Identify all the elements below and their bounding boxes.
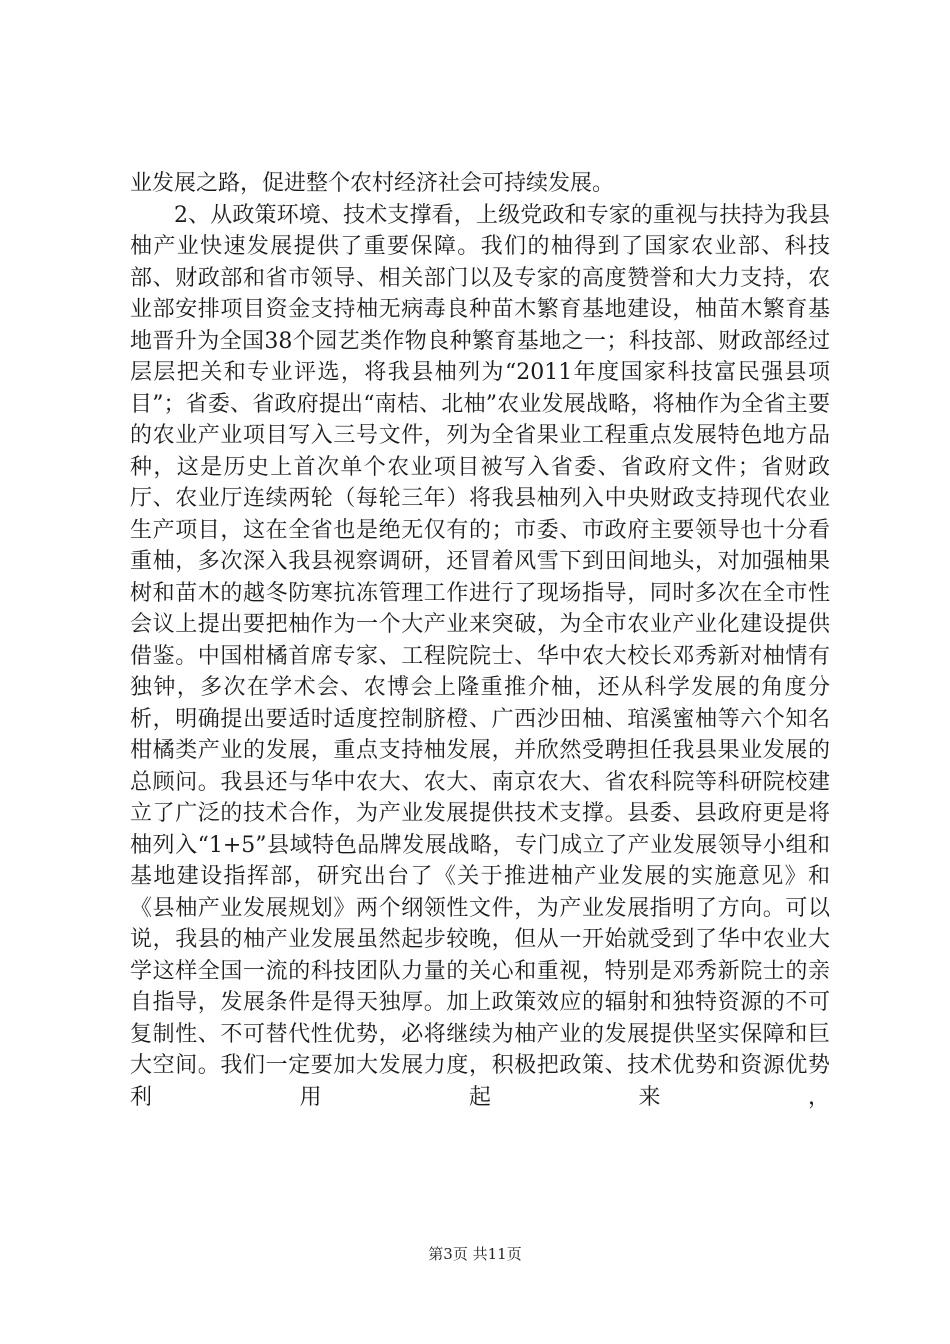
body-text [130, 168, 830, 1113]
paragraph-continuation: 业发展之路，促进整个农村经济社会可持续发展。 [130, 171, 615, 196]
page-number-footer: 第3页 共11页 [428, 1245, 522, 1263]
paragraph-policy-environment: 2、从政策环境、技术支撑看，上级党政和专家的重视与扶持为我县柚产业快速发展提供了重要保障。我们的柚得到了国家农业部、科技部、财政部和省市领导、相关部门以及专家的高度赞誉和大力支持，农业部安排项目资金支持柚无病毒良种苗木繁育基地建设，柚苗木繁育基地晋升为全国38个园艺类作物良种繁育基地之一；科技部、财政部经过层层把关和专业评选，将我县柚列为“2011年度国家科技富民强县项目”；省委、省政府提出“南桔、北柚”农业发展战略，将柚作为全省主要的农业产业项目写入三号文件，列为全省果业工程重点发展特色地方品种，这是历史上首次单个农业项目被写入省委、省政府文件；省财政厅、农业厅连续两轮（每轮三年）将我县柚列入中央财政支持现代农业生产项目，这在全省也是绝无仅有的；市委、市政府主要领导也十分看重柚，多次深入我县视察调研，还冒着风雪下到田间地头，对加强柚果树和苗木的越冬防寒抗冻管理工作进行了现场指导，同时多次在全市性会议上提出要把柚作为一个大产业来突破，为全市农业产业化建设提供借鉴。中国柑橘首席专家、工程院院士、华中农大校长邓秀新对柚情有独钟，多次在学术会、农博会上隆重推介柚，还从科学发展的角度分析，明确提出要适时适度控制脐橙、广西沙田柚、琯溪蜜柚等六个知名柑橘类产业的发展，重点支持柚发展，并欣然受聘担任我县果业发展的总顾问。我县还与华中农大、农大、南京农大、省农科院等科研院校建立了广泛的技术合作，为产业发展提供技术支撑。县委、县政府更是将柚列入“1+5”县域特色品牌发展战略，专门成立了产业发展领导小组和基地建设指挥部，研究出台了《关于推进柚产业发展的实施意见》和《县柚产业发展规划》两个纲领性文件，为产业发展指明了方向。可以说，我县的柚产业发展虽然起步较晚，但从一开始就受到了华中农业大学这样全国一流的科技团队力量的关心和重视，特别是邓秀新院士的亲自指导，发展条件是得天独厚。加上政策效应的辐射和独特资源的不可复制性、不可替代性优势，必将继续为柚产业的发展提供坚实保障和巨大空间。我们一定要加大发展力度，积极把政策、技术优势和资源优势利用起来， [130, 202, 830, 1110]
